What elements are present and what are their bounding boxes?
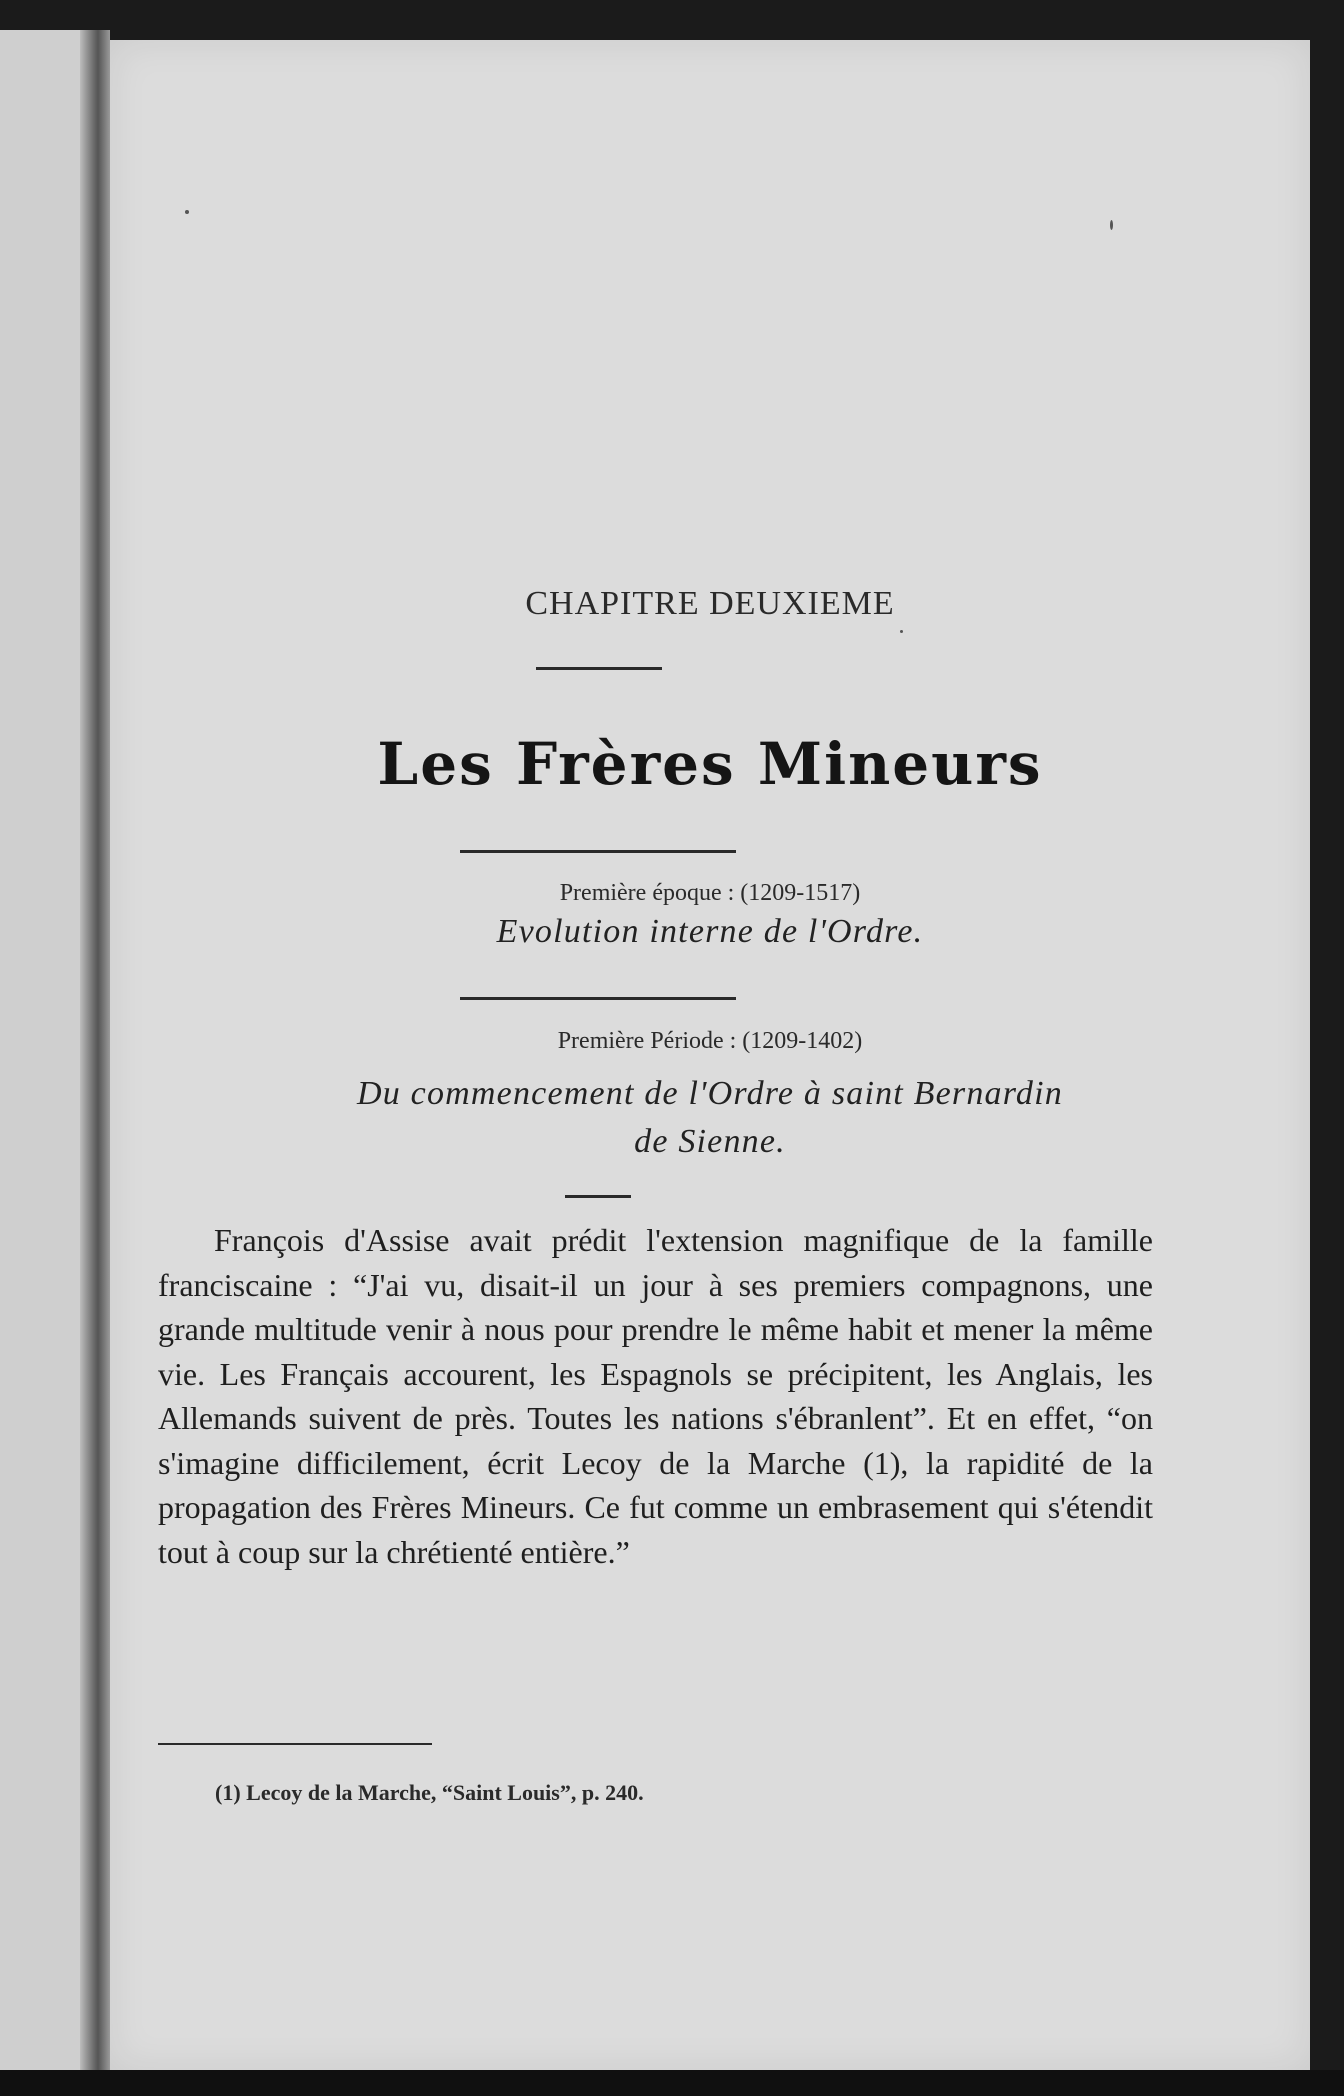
- bottom-edge-shadow: [0, 2070, 1344, 2096]
- paper-speck: [1110, 220, 1113, 230]
- chapter-heading: CHAPITRE DEUXIEME: [525, 585, 895, 622]
- body-paragraph: François d'Assise avait prédit l'extension magnifique de la famille franciscaine : “J'ai vu, disait-il un jour à ses premiers compagnons, une grande multitude venir à nous pour prendre le même habit et mener la même vie. Les Français accourent, les Espagnols se précipitent, les Anglais, les Allemands suivent de près. Toutes les nations s'ébranlent”. Et en effet, “on s'imagine difficilement, écrit Lecoy de la Marche (1), la rapidité de la propagation des Frères Mineurs. Ce fut comme un embrasement qui s'étendit tout à coup sur la chrétienté entière.”: [158, 1222, 1153, 1570]
- right-page: [110, 40, 1310, 2070]
- footnote: (1) Lecoy de la Marche, “Saint Louis”, p. 240.: [215, 1780, 644, 1805]
- chapter-title: Les Frères Mineurs: [377, 730, 1043, 798]
- paper-speck: [185, 210, 189, 214]
- divider-rule: [536, 667, 662, 670]
- period-label: Première Période : (1209-1402): [557, 1028, 863, 1054]
- period-subtitle-line1: Du commencement de l'Ordre à saint Bernardin: [357, 1075, 1063, 1112]
- paper-speck: [900, 630, 903, 633]
- epoch-label: Première époque : (1209-1517): [559, 880, 861, 906]
- divider-rule: [460, 997, 736, 1000]
- page-content: [110, 40, 1310, 2070]
- book-spine-shadow: [80, 30, 110, 2070]
- divider-rule: [565, 1195, 631, 1198]
- epoch-subtitle: Evolution interne de l'Ordre.: [496, 913, 924, 950]
- period-subtitle-line2: de Sienne.: [634, 1123, 786, 1160]
- footnote-rule: [158, 1743, 432, 1745]
- left-page-edge: [0, 30, 80, 2070]
- divider-rule: [460, 850, 736, 853]
